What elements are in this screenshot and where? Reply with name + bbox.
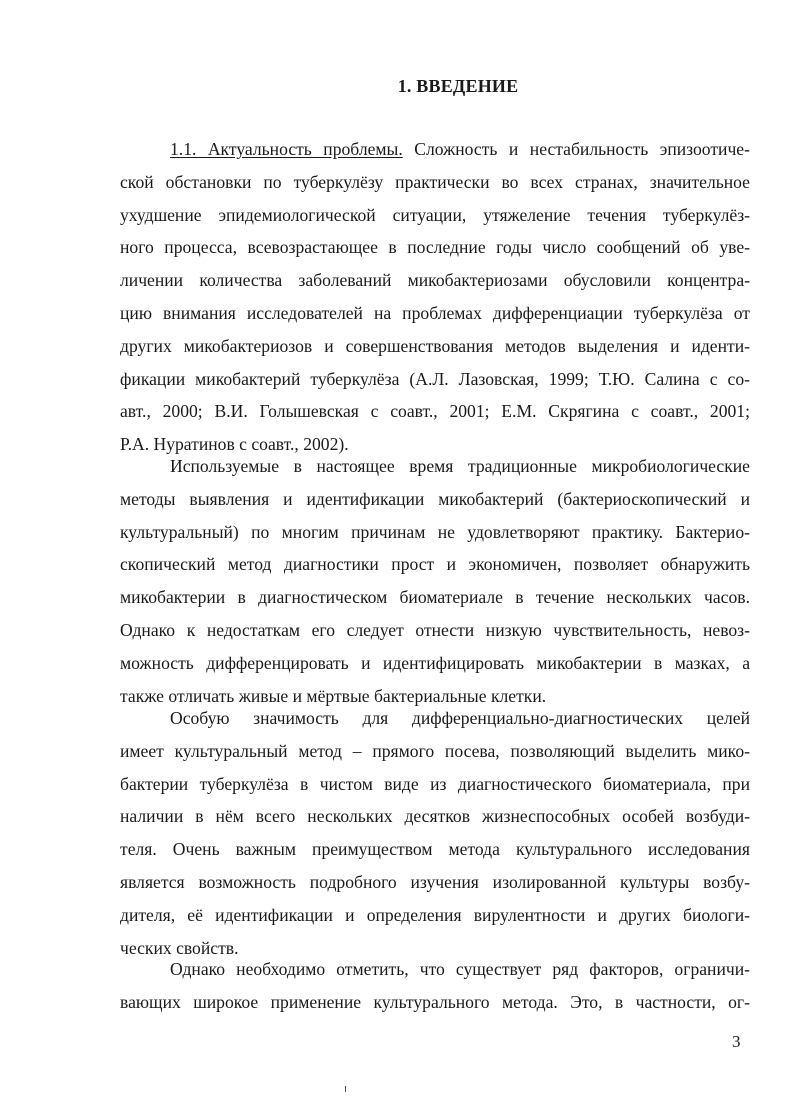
page-title: 1. ВВЕДЕНИЕ — [397, 76, 519, 96]
paragraph-line: микобактерии в диагностическом биоматериале в течение нескольких часов. — [120, 587, 750, 608]
paragraph-line: дителя, её идентификации и определения вирулентности и других биологи- — [120, 904, 750, 925]
paragraph-1 — [120, 133, 750, 461]
paragraph-line: культуральный) по многим причинам не удовлетворяют практику. Бактерио- — [120, 521, 750, 542]
paragraph-4 — [120, 953, 750, 1019]
paragraph-line: личении количества заболеваний микобактериозами обусловили концентра- — [120, 270, 750, 291]
paragraph-line: ного процесса, всевозрастающее в последние годы число сообщений об уве- — [120, 237, 750, 258]
paragraph-2 — [120, 450, 750, 712]
paragraph-line: других микобактериозов и совершенствования методов выделения и иденти- — [120, 335, 750, 356]
scan-mark — [345, 1086, 346, 1092]
paragraph-line: Р.А. Нуратинов с соавт., 2002). — [120, 434, 349, 455]
paragraph-line: теля. Очень важным преимуществом метода культурального исследования — [120, 839, 750, 860]
page-number: 3 — [732, 1032, 741, 1051]
paragraph-line: Однако к недостаткам его следует отнести низкую чувствительность, невоз- — [120, 619, 750, 640]
paragraph-line: методы выявления и идентификации микобактерий (бактериоскопический и — [120, 488, 750, 509]
paragraph-line: также отличать живые и мёртвые бактериальные клетки. — [120, 685, 547, 706]
paragraph-line: ской обстановки по туберкулёзу практически во всех странах, значительное — [120, 171, 750, 192]
paragraph-line: фикации микобактерий туберкулёза (А.Л. Лазовская, 1999; Т.Ю. Салина с со- — [120, 368, 750, 389]
paragraph-line: Однако необходимо отметить, что существует ряд факторов, ограничи- — [170, 959, 750, 979]
paragraph-line: является возможность подробного изучения изолированной культуры возбу- — [120, 871, 750, 892]
paragraph-line: скопический метод диагностики прост и экономичен, позволяет обнаружить — [120, 554, 750, 575]
paragraph-line: можность дифференцировать и идентифицировать микобактерии в мазках, а — [120, 652, 750, 673]
paragraph-3 — [120, 702, 750, 964]
paragraph-line: авт., 2000; В.И. Голышевская с соавт., 2001; Е.М. Скрягина с соавт., 2001; — [120, 401, 750, 422]
section-label: 1.1. Актуальность проблемы. — [170, 139, 403, 159]
paragraph-line: 1.1. Актуальность проблемы. Сложность и нестабильность эпизоотиче- — [170, 139, 750, 159]
paragraph-line: наличии в нём всего нескольких десятков жизнеспособных особей возбуди- — [120, 806, 750, 827]
paragraph-line: Особую значимость для дифференциально-диагностических целей — [170, 708, 750, 728]
paragraph-line: цию внимания исследователей на проблемах дифференциации туберкулёза от — [120, 302, 750, 323]
paragraph-line: ческих свойств. — [120, 937, 239, 958]
paragraph-line: бактерии туберкулёза в чистом виде из диагностического биоматериала, при — [120, 773, 750, 794]
paragraph-line: Используемые в настоящее время традиционные микробиологические — [170, 456, 750, 476]
paragraph-line: имеет культуральный метод – прямого посева, позволяющий выделить мико- — [120, 740, 750, 761]
paragraph-line: ухудшение эпидемиологической ситуации, утяжеление течения туберкулёз- — [120, 204, 750, 225]
paragraph-line: вающих широкое применение культурального метода. Это, в частности, ог- — [120, 991, 750, 1012]
